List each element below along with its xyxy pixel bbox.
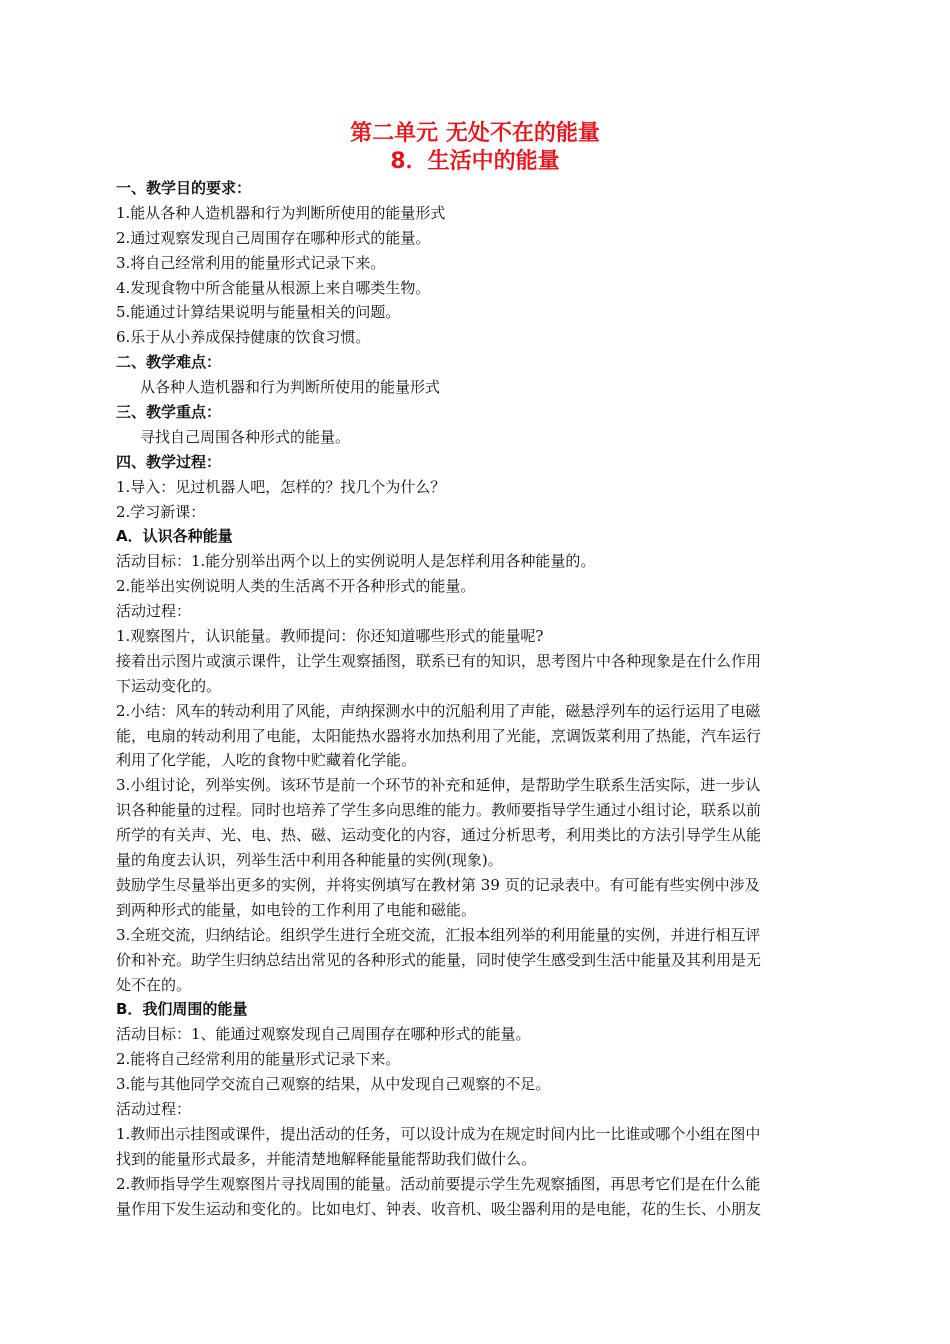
- body-line: 利用了化学能，人吃的食物中贮藏着化学能。: [116, 751, 417, 770]
- section-heading: 一、教学目的要求：: [116, 179, 252, 197]
- body-line: 1.教师出示挂图或课件，提出活动的任务，可以设计成为在规定时间内比一比谁或哪个小组在图中: [116, 1124, 761, 1143]
- title-block: [0, 120, 950, 176]
- section-heading: B．我们周围的能量: [116, 1000, 248, 1019]
- body-line: 1.导入：见过机器人吧，怎样的？找几个为什么？: [116, 477, 446, 496]
- body-line: 2.能将自己经常利用的能量形式记录下来。: [116, 1050, 401, 1069]
- body-line: 4.发现食物中所含能量从根源上来自哪类生物。: [116, 278, 431, 297]
- body-line: 找到的能量形式最多，并能清楚地解释能量能帮助我们做什么。: [116, 1149, 537, 1168]
- document-body: [116, 176, 838, 1221]
- body-line: 2.学习新课：: [116, 502, 206, 521]
- body-line: 3.全班交流，归纳结论。组织学生进行全班交流，汇报本组列举的利用能量的实例，并进行相互评: [116, 925, 761, 944]
- body-line: 量的角度去认识，列举生活中利用各种能量的实例(现象)。: [116, 851, 503, 870]
- body-line: 6.乐于从小养成保持健康的饮食习惯。: [116, 328, 371, 347]
- body-line: 活动目标：1.能分别举出两个以上的实例说明人是怎样利用各种能量的。: [116, 552, 596, 571]
- body-line: 活动目标：1、能通过观察发现自己周围存在哪种形式的能量。: [116, 1025, 531, 1044]
- body-line: 量作用下发生运动和变化的。比如电灯、钟表、收音机、吸尘器利用的是电能，花的生长、小朋友: [116, 1199, 762, 1218]
- body-line: 到两种形式的能量，如电铃的工作利用了电能和磁能。: [116, 900, 477, 919]
- body-line: 活动过程：: [116, 602, 192, 621]
- body-line: 2.小结：风车的转动利用了风能，声纳探测水中的沉船利用了声能，磁悬浮列车的运行运用了电磁: [116, 701, 761, 720]
- body-line: 能，电扇的转动利用了电能，太阳能热水器将水加热利用了光能，烹调饭菜利用了热能，汽车运行: [116, 726, 762, 745]
- body-line: 鼓励学生尽量举出更多的实例，并将实例填写在教材第 39 页的记录表中。有可能有些实例中涉及: [116, 875, 760, 894]
- body-line: 5.能通过计算结果说明与能量相关的问题。: [116, 303, 401, 322]
- body-line: 2.通过观察发现自己周围存在哪种形式的能量。: [116, 228, 431, 247]
- unit-title: 第二单元 无处不在的能量: [350, 121, 600, 146]
- body-line: 从各种人造机器和行为判断所使用的能量形式: [140, 378, 441, 397]
- body-line: 3.将自己经常利用的能量形式记录下来。: [116, 253, 386, 272]
- section-heading: 四、教学过程：: [116, 452, 222, 471]
- lesson-title: 8．生活中的能量: [390, 149, 560, 174]
- body-line: 所学的有关声、光、电、热、磁、运动变化的内容，通过分析思考，利用类比的方法引导学生从能: [116, 826, 762, 845]
- body-line: 活动过程：: [116, 1099, 192, 1118]
- body-line: 3.能与其他同学交流自己观察的结果，从中发现自己观察的不足。: [116, 1075, 551, 1094]
- body-line: 寻找自己周围各种形式的能量。: [140, 427, 351, 446]
- section-heading: 二、教学难点：: [116, 353, 222, 372]
- body-line: 1.观察图片，认识能量。教师提问：你还知道哪些形式的能量呢?: [116, 627, 544, 646]
- body-line: 1.能从各种人造机器和行为判断所使用的能量形式: [116, 203, 446, 222]
- body-line: 2.能举出实例说明人类的生活离不开各种形式的能量。: [116, 577, 476, 596]
- body-line: 价和补充。助学生归纳总结出常见的各种形式的能量，同时使学生感受到生活中能量及其利用是无: [116, 950, 762, 969]
- body-line: 接着出示图片或演示课件，让学生观察插图，联系已有的知识，思考图片中各种现象是在什么作用: [116, 651, 762, 670]
- body-line: 2.教师指导学生观察图片寻找周围的能量。活动前要提示学生先观察插图，再思考它们是在什么能: [116, 1174, 761, 1193]
- body-line: 识各种能量的过程。同时也培养了学生多向思维的能力。教师要指导学生通过小组讨论，联系以前: [116, 801, 762, 820]
- body-line: 处不在的。: [116, 975, 192, 994]
- section-heading: 三、教学重点：: [116, 403, 222, 422]
- body-line: 3.小组讨论，列举实例。该环节是前一个环节的补充和延伸，是帮助学生联系生活实际，进一步认: [116, 776, 761, 795]
- body-line: 下运动变化的。: [116, 676, 222, 695]
- section-heading: A．认识各种能量: [116, 527, 233, 546]
